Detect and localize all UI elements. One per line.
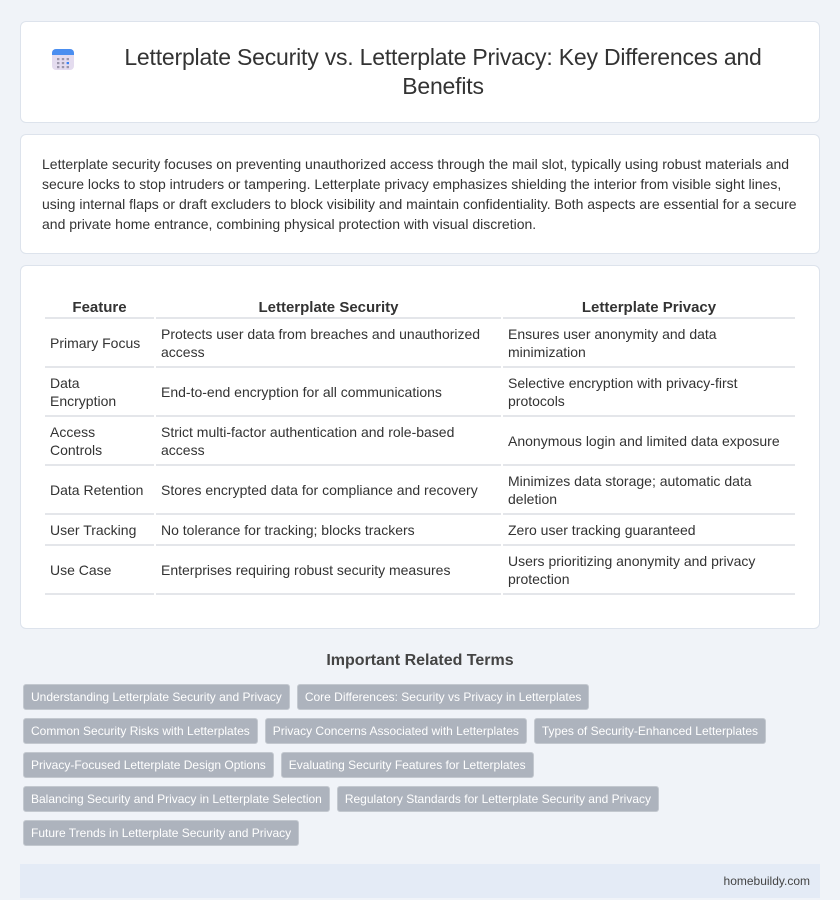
feature-cell: Access Controls	[45, 417, 154, 466]
related-term-tag[interactable]: Evaluating Security Features for Letterplates	[281, 752, 534, 778]
related-terms-title: Important Related Terms	[326, 652, 514, 669]
security-cell: Enterprises requiring robust security measures	[156, 546, 501, 595]
comparison-table-card	[20, 265, 820, 629]
column-header-security: Letterplate Security	[156, 288, 501, 319]
related-terms-section	[20, 651, 820, 846]
related-term-tag[interactable]: Core Differences: Security vs Privacy in Letterplates	[297, 684, 590, 710]
related-term-tag[interactable]: Common Security Risks with Letterplates	[23, 718, 258, 744]
table-row	[45, 319, 795, 368]
security-cell: Strict multi-factor authentication and role-based access	[156, 417, 501, 466]
related-term-tag[interactable]: Privacy-Focused Letterplate Design Options	[23, 752, 274, 778]
summary-card	[20, 134, 820, 254]
privacy-cell: Users prioritizing anonymity and privacy protection	[503, 546, 795, 595]
table-row	[45, 368, 795, 417]
table-header-row	[45, 288, 795, 319]
privacy-cell: Ensures user anonymity and data minimization	[503, 319, 795, 368]
comparison-table	[43, 288, 797, 595]
feature-cell: User Tracking	[45, 515, 154, 546]
column-header-feature: Feature	[45, 288, 154, 319]
calendar-icon	[51, 47, 75, 71]
footer	[20, 864, 820, 898]
summary-text: Letterplate security focuses on preventing unauthorized access through the mail slot, typically using robust materials and secure locks to stop intruders or tampering. Letterplate privacy emphasizes shielding the interior from visible sight lines, using internal flaps or draft excluders to block visibility and maintain confidentiality. Both aspects are essential for a secure and private home entrance, combining physical protection with visual discretion.	[42, 156, 797, 232]
privacy-cell: Zero user tracking guaranteed	[503, 515, 795, 546]
privacy-cell: Minimizes data storage; automatic data deletion	[503, 466, 795, 515]
related-term-tag[interactable]: Types of Security-Enhanced Letterplates	[534, 718, 766, 744]
table-row	[45, 515, 795, 546]
related-term-tag[interactable]: Future Trends in Letterplate Security and Privacy	[23, 820, 299, 846]
page	[0, 21, 840, 898]
privacy-cell: Anonymous login and limited data exposure	[503, 417, 795, 466]
header-card	[20, 21, 820, 123]
security-cell: Protects user data from breaches and unauthorized access	[156, 319, 501, 368]
related-term-tag[interactable]: Balancing Security and Privacy in Letterplate Selection	[23, 786, 330, 812]
security-cell: End-to-end encryption for all communications	[156, 368, 501, 417]
feature-cell: Use Case	[45, 546, 154, 595]
table-row	[45, 546, 795, 595]
related-term-tag[interactable]: Understanding Letterplate Security and Privacy	[23, 684, 290, 710]
table-row	[45, 417, 795, 466]
feature-cell: Primary Focus	[45, 319, 154, 368]
related-term-tag[interactable]: Regulatory Standards for Letterplate Security and Privacy	[337, 786, 659, 812]
security-cell: Stores encrypted data for compliance and recovery	[156, 466, 501, 515]
page-title: Letterplate Security vs. Letterplate Privacy: Key Differences and Benefits	[124, 44, 762, 99]
related-terms-tags	[20, 684, 820, 846]
column-header-privacy: Letterplate Privacy	[503, 288, 795, 319]
feature-cell: Data Retention	[45, 466, 154, 515]
footer-site-link[interactable]: homebuildy.com	[723, 874, 810, 888]
table-row	[45, 466, 795, 515]
header	[51, 43, 789, 101]
privacy-cell: Selective encryption with privacy-first protocols	[503, 368, 795, 417]
security-cell: No tolerance for tracking; blocks trackers	[156, 515, 501, 546]
related-term-tag[interactable]: Privacy Concerns Associated with Letterplates	[265, 718, 527, 744]
feature-cell: Data Encryption	[45, 368, 154, 417]
